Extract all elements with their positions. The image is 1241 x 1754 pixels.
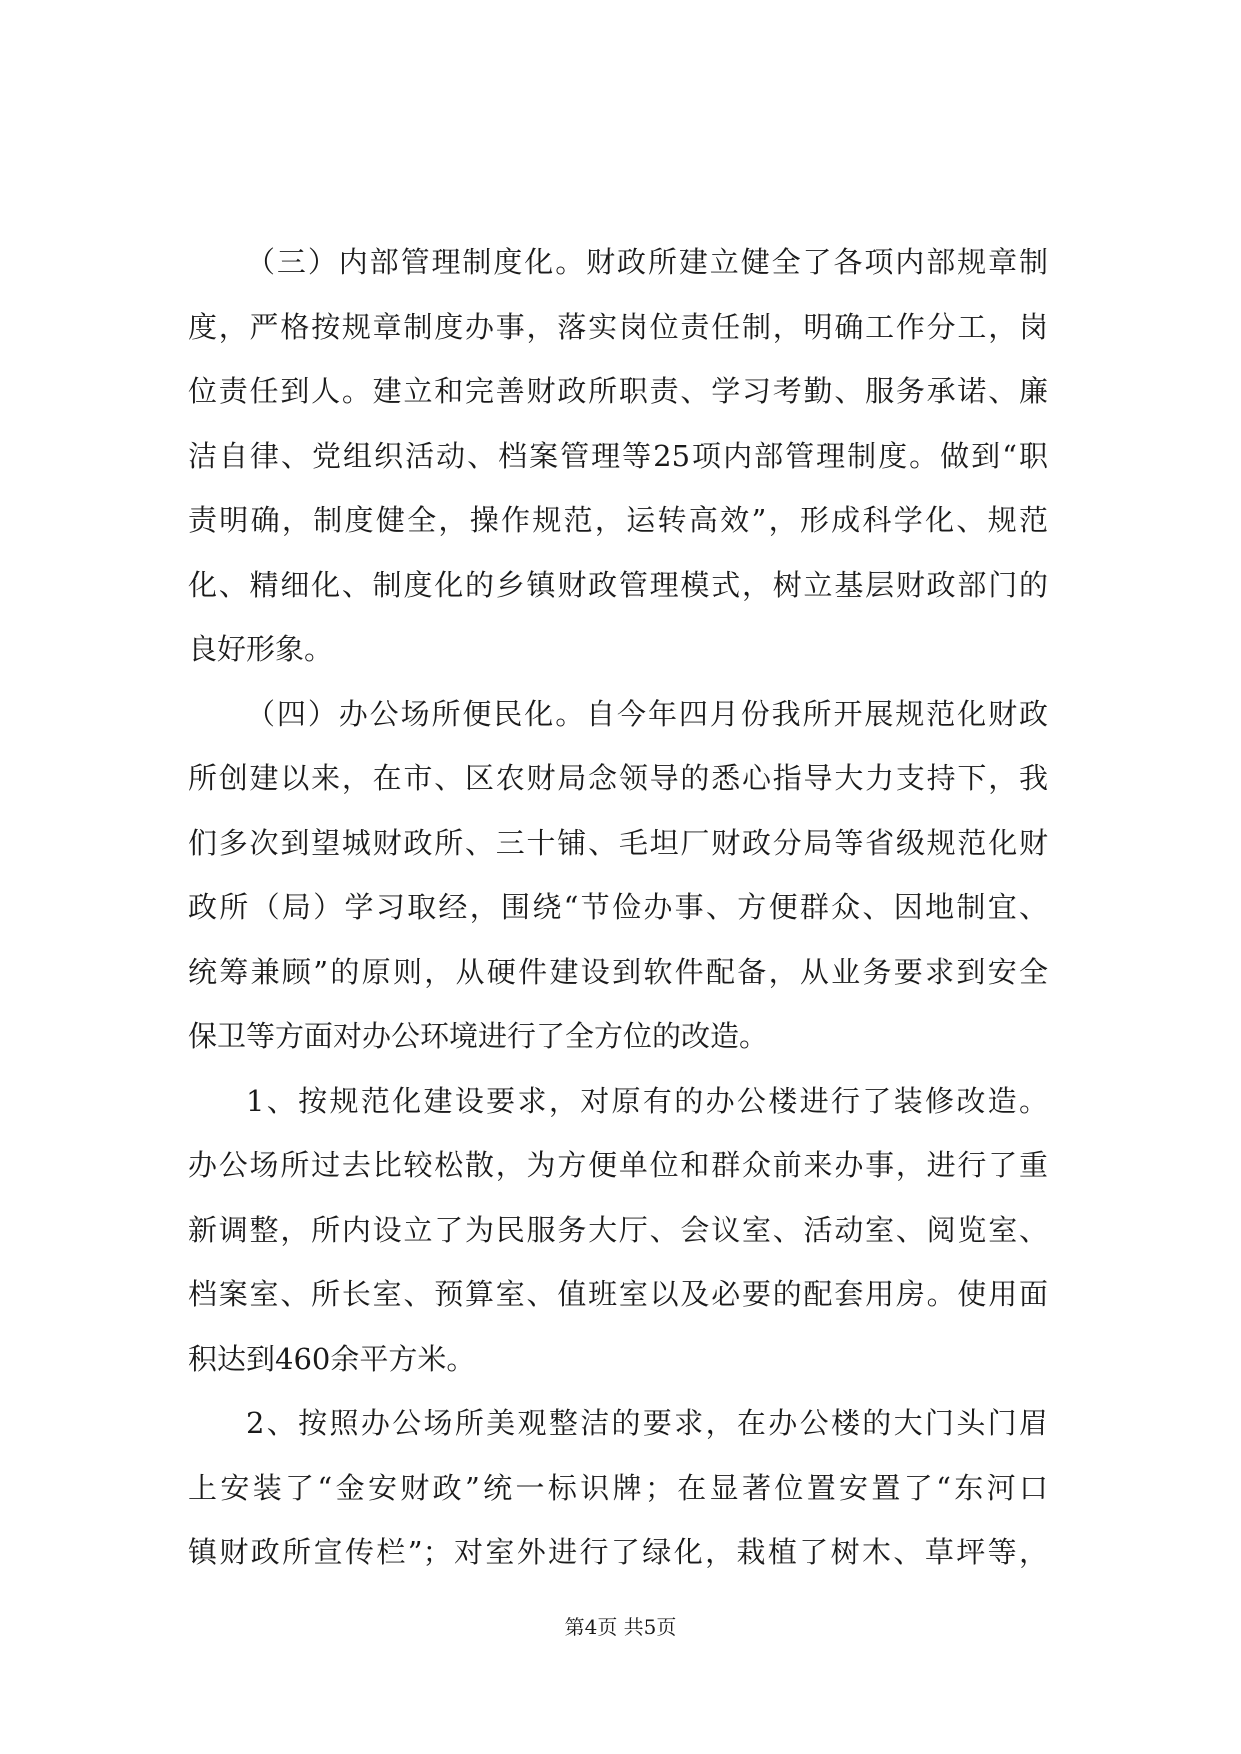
text-line: （四）办公场所便民化。自今年四月份我所开展规范化财政 xyxy=(246,696,1048,731)
text-line: 所创建以来，在市、区农财局念领导的悉心指导大力支持下，我 xyxy=(188,761,1048,795)
page-number-footer: 第4页 共5页 xyxy=(564,1615,677,1639)
text-line: 上安装了“金安财政”统一标识牌；在显著位置安置了“东河口 xyxy=(188,1470,1048,1505)
text-line: 统筹兼顾”的原则，从硬件建设到软件配备，从业务要求到安全 xyxy=(188,954,1048,989)
text-line: 1、按规范化建设要求，对原有的办公楼进行了装修改造。 xyxy=(246,1083,1048,1118)
document-body xyxy=(188,230,1048,1585)
paragraph-item-2 xyxy=(188,1391,1048,1585)
paragraph-internal-management xyxy=(188,230,1048,682)
text-line: 积达到460余平方米。 xyxy=(188,1341,476,1376)
text-line: 新调整，所内设立了为民服务大厅、会议室、活动室、阅览室、 xyxy=(188,1212,1048,1247)
text-line: 洁自律、党组织活动、档案管理等25项内部管理制度。做到“职 xyxy=(188,438,1048,473)
text-line: 办公场所过去比较松散，为方便单位和群众前来办事，进行了重 xyxy=(188,1148,1048,1182)
text-line: （三）内部管理制度化。财政所建立健全了各项内部规章制 xyxy=(246,245,1048,279)
text-line: 化、精细化、制度化的乡镇财政管理模式，树立基层财政部门的 xyxy=(188,567,1048,602)
text-line: 们多次到望城财政所、三十铺、毛坦厂财政分局等省级规范化财 xyxy=(188,825,1048,860)
text-line: 镇财政所宣传栏”；对室外进行了绿化，栽植了树木、草坪等， xyxy=(188,1535,1048,1569)
text-line: 位责任到人。建立和完善财政所职责、学习考勤、服务承诺、廉 xyxy=(188,374,1048,408)
text-line: 保卫等方面对办公环境进行了全方位的改造。 xyxy=(188,1019,769,1053)
text-line: 良好形象。 xyxy=(188,632,334,666)
text-line: 政所（局）学习取经，围绕“节俭办事、方便群众、因地制宜、 xyxy=(188,890,1048,924)
paragraph-item-1 xyxy=(188,1069,1048,1392)
text-line: 度，严格按规章制度办事，落实岗位责任制，明确工作分工，岗 xyxy=(188,309,1048,344)
text-line: 档案室、所长室、预算室、值班室以及必要的配套用房。使用面 xyxy=(188,1277,1048,1311)
text-line: 2、按照办公场所美观整洁的要求，在办公楼的大门头门眉 xyxy=(246,1406,1048,1440)
text-line: 责明确，制度健全，操作规范，运转高效”，形成科学化、规范 xyxy=(188,503,1048,537)
paragraph-office-convenience xyxy=(188,682,1048,1069)
